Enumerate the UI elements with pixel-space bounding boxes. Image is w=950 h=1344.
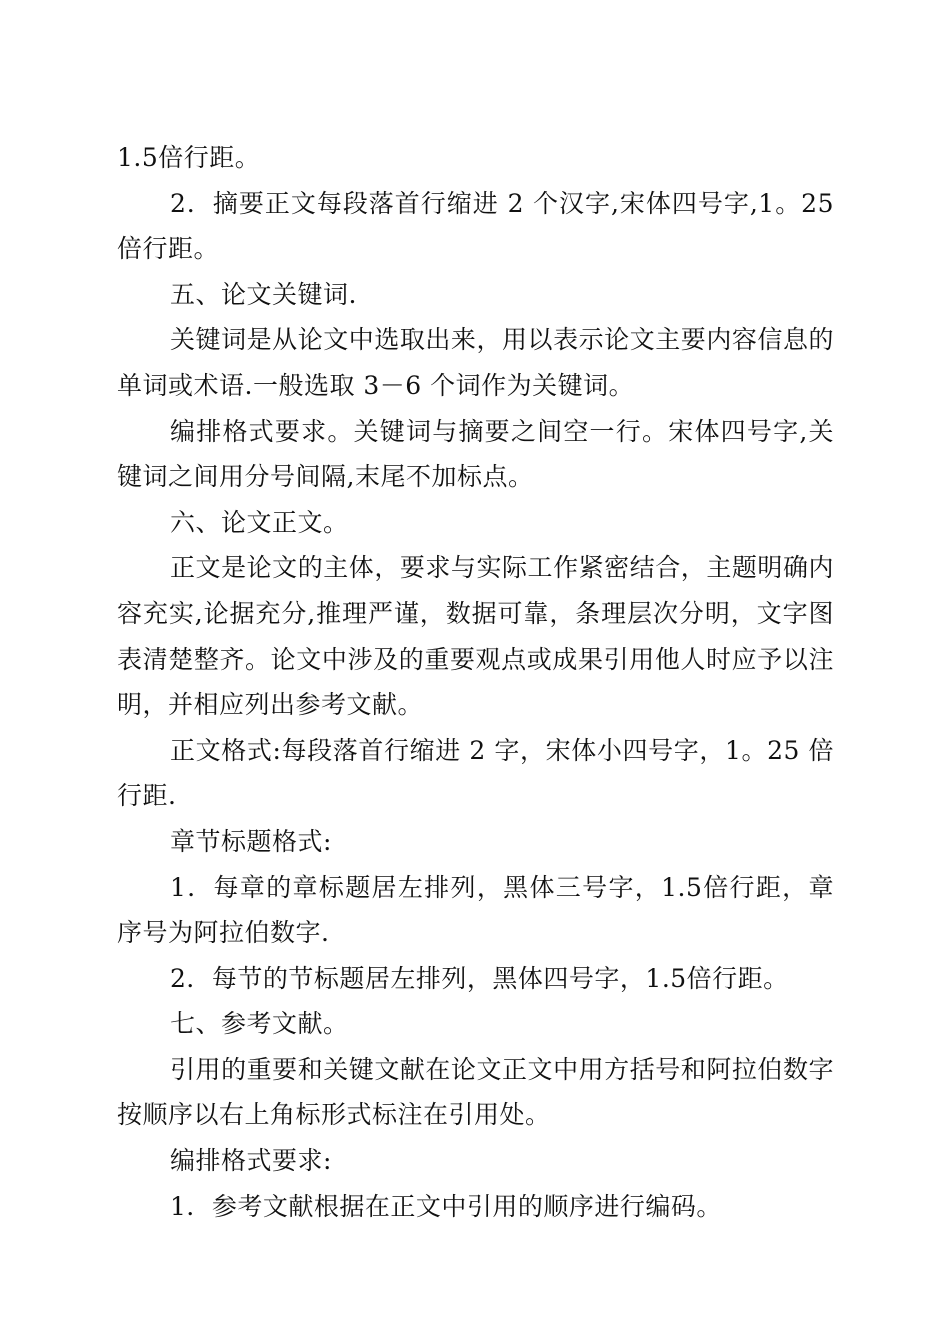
document-body (117, 135, 834, 1229)
paragraph-main-text-format: 正文格式:每段落首行缩进 2 字，宋体小四号字，1。25 倍行距. (117, 735, 834, 811)
subheading-references-format: 编排格式要求: (170, 1146, 332, 1176)
section-heading-main-text: 六、论文正文。 (170, 507, 349, 537)
paragraph-abstract-format-item-2: 2．摘要正文每段落首行缩进 2 个汉字,宋体四号字,1。25 倍行距。 (117, 188, 834, 264)
paragraph-chapter-title-item-1: 1．每章的章标题居左排列，黑体三号字，1.5倍行距，章序号为阿拉伯数字. (117, 872, 834, 948)
paragraph-keywords-definition: 关键词是从论文中选取出来，用以表示论文主要内容信息的单词或术语.一般选取 3－6 个词作为关键词。 (117, 325, 834, 400)
subheading-chapter-title-format: 章节标题格式: (170, 826, 332, 856)
paragraph-main-text-definition: 正文是论文的主体，要求与实际工作紧密结合，主题明确内容充实,论据充分,推理严谨，数据可靠，条理层次分明，文字图表清楚整齐。论文中涉及的重要观点或成果引用他人时应予以注明，并相应列出参考文献。 (117, 553, 834, 720)
paragraph-line-spacing-continuation: 1.5倍行距。 (117, 143, 261, 172)
paragraph-keywords-format: 编排格式要求。关键词与摘要之间空一行。宋体四号字,关键词之间用分号间隔,末尾不加标点。 (117, 416, 834, 492)
paragraph-references-definition: 引用的重要和关键文献在论文正文中用方括号和阿拉伯数字按顺序以右上角标形式标注在引用处。 (117, 1054, 834, 1130)
paragraph-references-item-1: 1．参考文献根据在正文中引用的顺序进行编码。 (170, 1191, 722, 1221)
paragraph-section-title-item-2: 2．每节的节标题居左排列，黑体四号字，1.5倍行距。 (170, 963, 789, 993)
section-heading-references: 七、参考文献。 (170, 1009, 349, 1039)
section-heading-keywords: 五、论文关键词. (170, 279, 357, 309)
